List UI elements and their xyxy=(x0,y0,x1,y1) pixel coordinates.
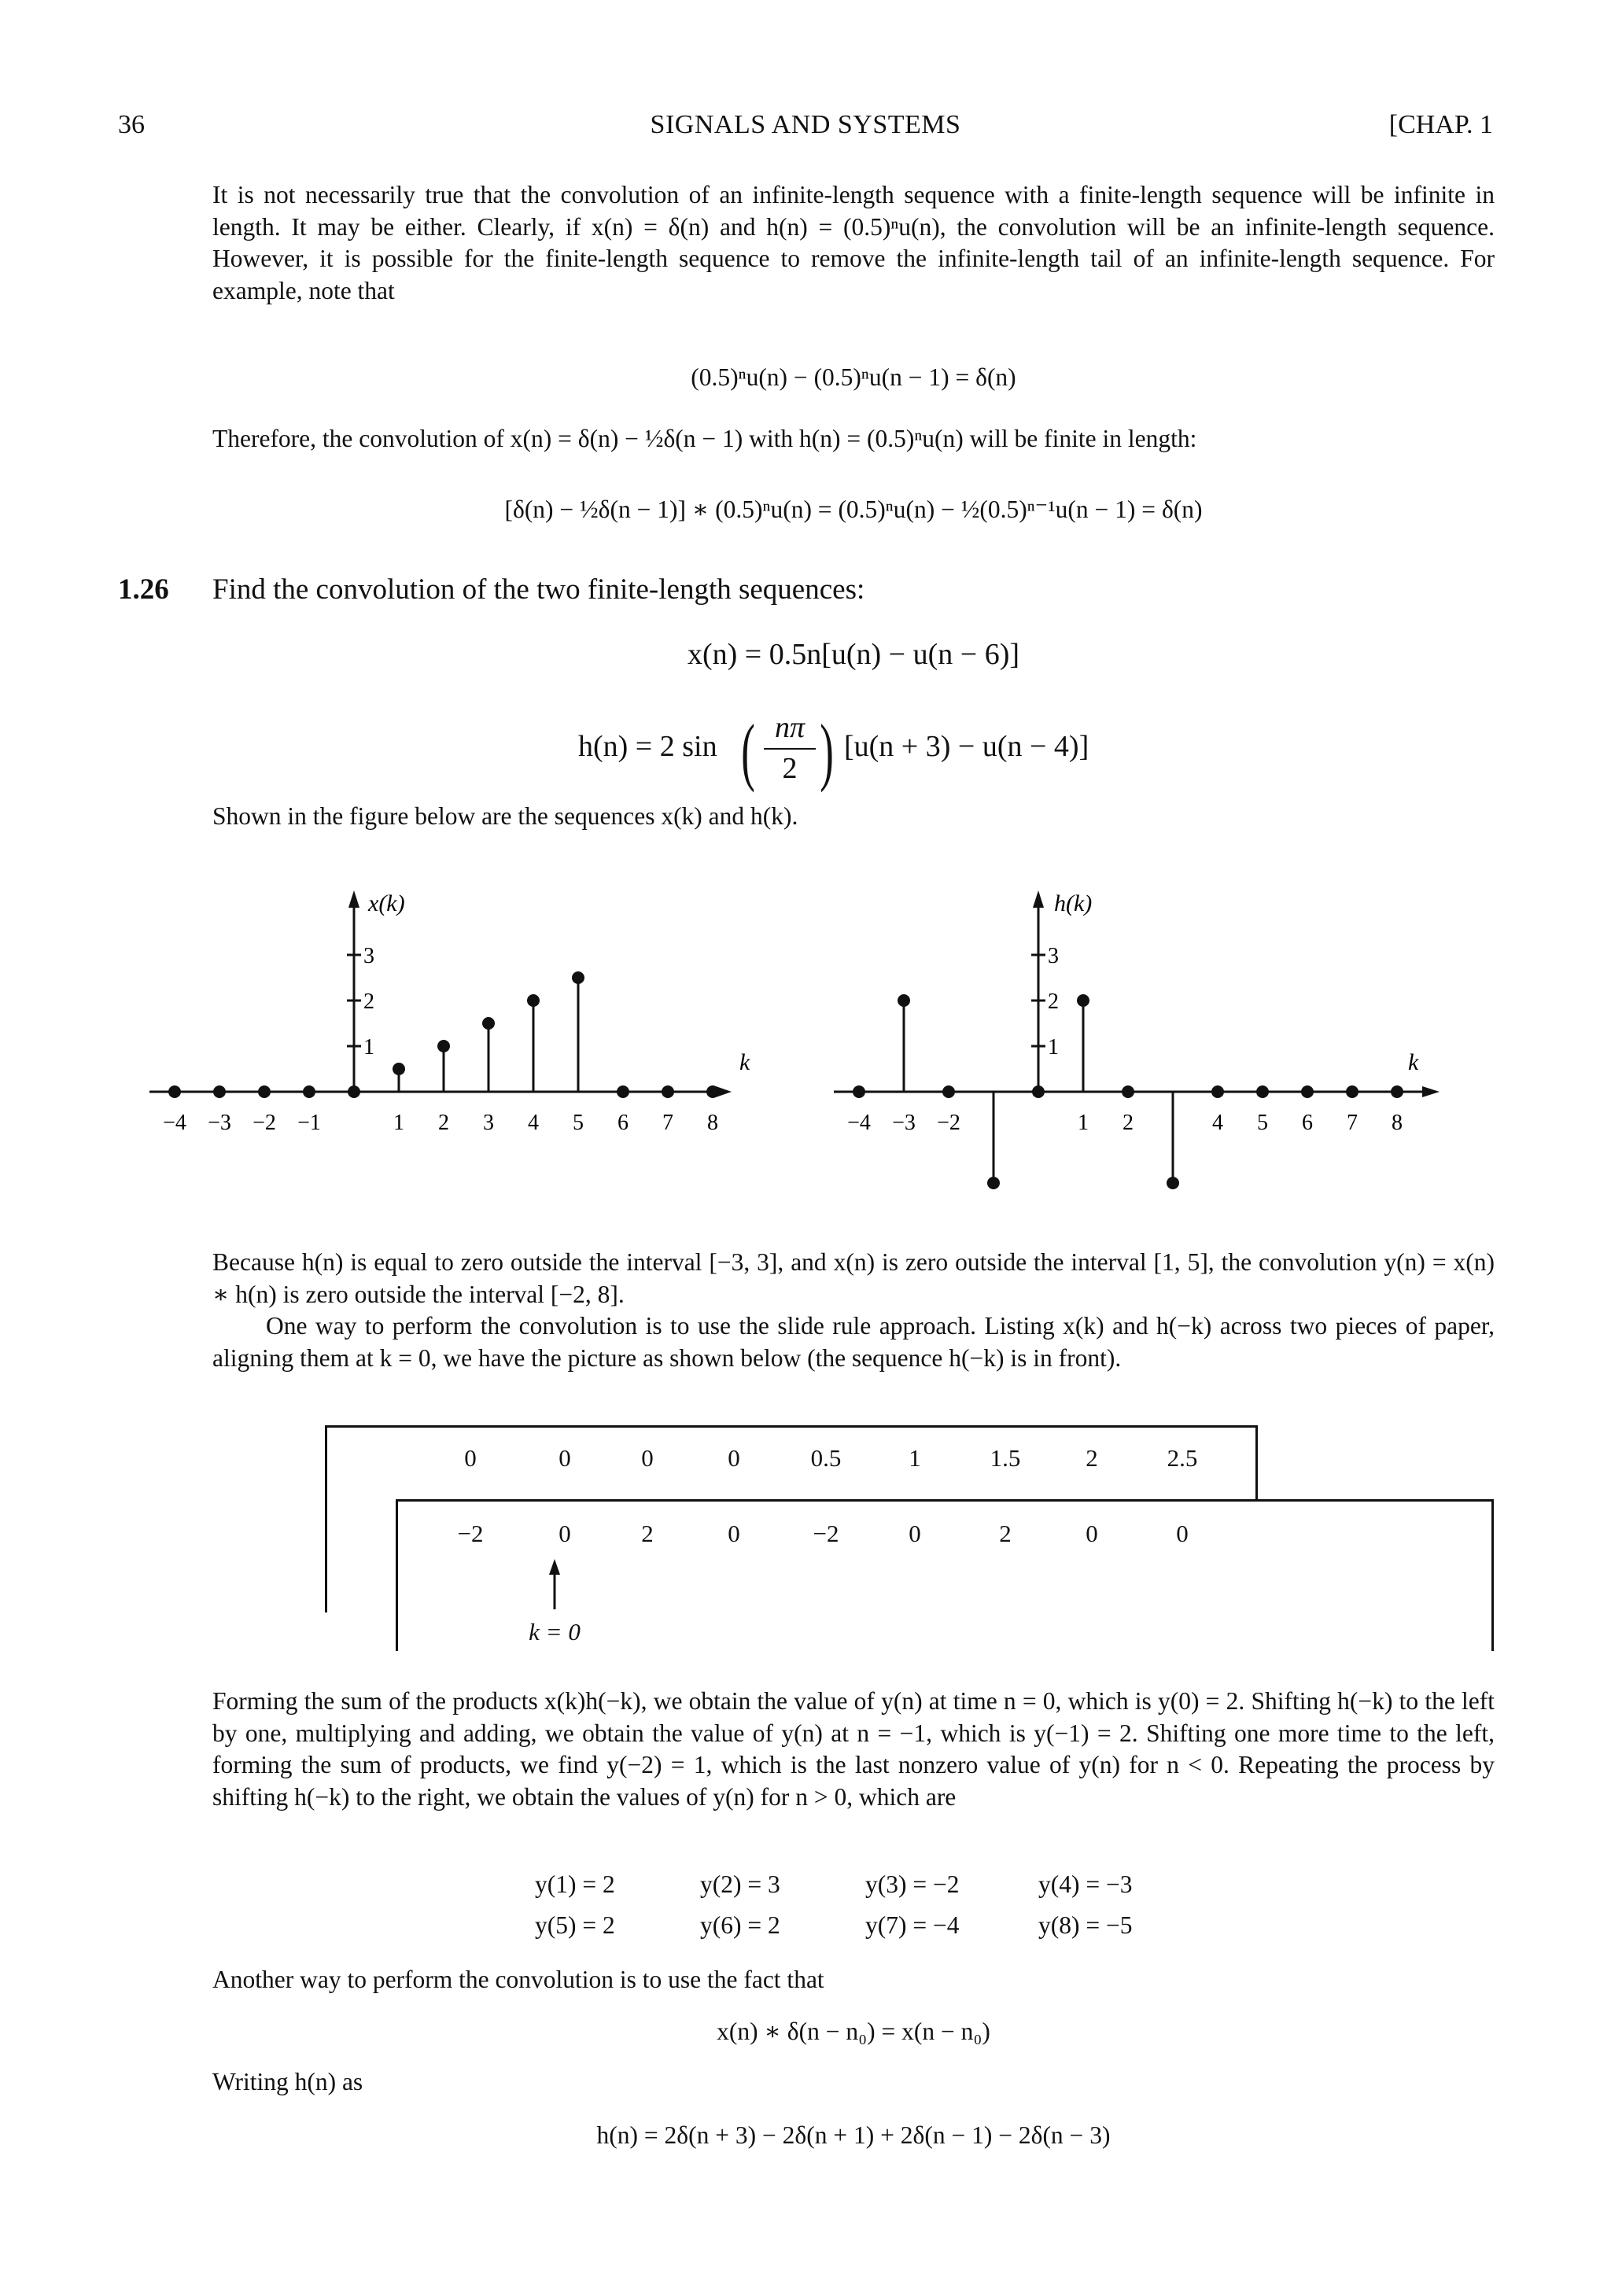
x-tick-label: 8 xyxy=(1392,1111,1403,1135)
paragraph-5: One way to perform the convolution is to use the slide rule approach. Listing x(k) and h(−k) across two pieces of paper, aligning them at k = 0, we have the picture as shown below (the sequence h(−k) is in front). xyxy=(212,1312,1495,1372)
paragraph-4: Because h(n) is equal to zero outside the interval [−3, 3], and x(n) is zero outside the interval [1, 5], the convolution y(n) = x(n) ∗ h(n) is zero outside the interval [−2, 8]. xyxy=(212,1248,1495,1308)
top-row-value: 0 xyxy=(559,1444,571,1472)
stem-point xyxy=(168,1085,181,1098)
y-value: y(8) = −5 xyxy=(1038,1911,1133,1939)
bottom-row-value: −2 xyxy=(813,1520,839,1547)
problem-statement: Find the convolution of the two finite-length sequences: xyxy=(212,573,865,606)
stem-point xyxy=(527,994,540,1007)
bottom-row-value: 0 xyxy=(559,1520,571,1547)
stem-point xyxy=(898,994,910,1007)
slide-rule-figure xyxy=(325,1425,1491,1649)
x-tick-label: 8 xyxy=(707,1111,718,1135)
y-value: y(2) = 3 xyxy=(700,1870,780,1898)
stem-point xyxy=(1032,1085,1045,1098)
k0-arrow-icon xyxy=(539,1557,570,1612)
paragraph-3: Shown in the figure below are the sequences x(k) and h(k). xyxy=(212,802,798,830)
fraction-bar xyxy=(764,748,816,750)
paragraph-8: Writing h(n) as xyxy=(212,2068,363,2095)
stem-point xyxy=(987,1177,1000,1189)
y-value: y(3) = −2 xyxy=(865,1870,960,1898)
paragraph-2: Therefore, the convolution of x(n) = δ(n) − ½δ(n − 1) with h(n) = (0.5)ⁿu(n) will be finite in length: xyxy=(212,425,1197,452)
stem-point xyxy=(1077,994,1089,1007)
x-tick-label: 3 xyxy=(483,1111,494,1135)
top-strip-left-tail xyxy=(325,1502,327,1612)
y-value: y(7) = −4 xyxy=(865,1911,960,1939)
stem-point xyxy=(662,1085,674,1098)
top-row-value: 1.5 xyxy=(990,1444,1021,1472)
stem-point xyxy=(437,1040,450,1052)
equation-x: x(n) = 0.5n[u(n) − u(n − 6)] xyxy=(687,638,1020,671)
y-tick-label: 1 xyxy=(1048,1035,1059,1060)
stem-point xyxy=(706,1085,719,1098)
bottom-row-value: 0 xyxy=(1086,1520,1098,1547)
stem-point xyxy=(942,1085,955,1098)
y-tick-label: 1 xyxy=(363,1035,374,1060)
stem-point xyxy=(1211,1085,1224,1098)
x-tick-label: 7 xyxy=(662,1111,673,1135)
paragraph-1: It is not necessarily true that the convolution of an infinite-length sequence with a finite-length sequence will be infinite in length. It may be either. Clearly, if x(n) = δ(n) and h(n) = (0.5)ⁿu(n), the convolution will be an infinite-length sequence. However, it is possible for the finite-length sequence to remove the infinite-length tail of an infinite-length sequence. For example, note that xyxy=(212,181,1495,304)
plot-x-k xyxy=(149,890,750,1135)
x-tick-label: 6 xyxy=(1302,1111,1313,1135)
y-label: x(k) xyxy=(368,890,405,916)
paragraph-6: Forming the sum of the products x(k)h(−k), we obtain the value of y(n) at time n = 0, which is y(0) = 2. Shifting h(−k) to the left by one, multiplying and adding, we obtain the value of y(n) at n = −1, which is y(−1) = 2. Shifting one more time to the left, forming the sum of products, we find y(−2) = 1, which is the last nonzero value of y(n) for n < 0. Repeating the process by shifting h(−k) to the right, we obtain the values of y(n) for n > 0, which are xyxy=(212,1687,1495,1811)
x-label: k xyxy=(1408,1049,1419,1075)
x-label: k xyxy=(739,1049,750,1075)
x-tick-label: 7 xyxy=(1347,1111,1358,1135)
top-row-value: 0 xyxy=(728,1444,740,1472)
stem-point xyxy=(482,1017,495,1030)
x-tick-label: 1 xyxy=(1078,1111,1089,1135)
bottom-row-value: 0 xyxy=(1176,1520,1189,1547)
x-axis-arrow xyxy=(1422,1086,1440,1097)
equation-2: [δ(n) − ½δ(n − 1)] ∗ (0.5)ⁿu(n) = (0.5)ⁿu(n) − ½(0.5)ⁿ⁻¹u(n − 1) = δ(n) xyxy=(504,496,1203,523)
x-tick-label: −4 xyxy=(847,1111,871,1135)
top-row-value: 0 xyxy=(464,1444,477,1472)
equation-h-denominator: 2 xyxy=(782,752,798,785)
stem-point xyxy=(393,1063,405,1075)
stem-point xyxy=(213,1085,226,1098)
stem-point xyxy=(303,1085,315,1098)
paren-close: ) xyxy=(820,709,834,793)
top-row xyxy=(325,1444,1491,1476)
stem-point xyxy=(572,971,584,984)
bottom-row-value: 0 xyxy=(909,1520,921,1547)
y-axis-arrow xyxy=(348,890,359,908)
x-tick-label: 2 xyxy=(438,1111,449,1135)
page-number: 36 xyxy=(118,110,145,139)
stem-point xyxy=(1256,1085,1269,1098)
stem-point xyxy=(1167,1177,1179,1189)
paragraph-7: Another way to perform the convolution is to use the fact that xyxy=(212,1966,824,1993)
x-tick-label: −2 xyxy=(937,1111,960,1135)
equation-h xyxy=(578,704,1145,791)
x-tick-label: −2 xyxy=(253,1111,276,1135)
y-values-table xyxy=(535,1870,1227,1949)
x-tick-label: 4 xyxy=(1212,1111,1223,1135)
x-tick-label: −3 xyxy=(208,1111,231,1135)
chapter-label: [CHAP. 1 xyxy=(1388,110,1493,139)
top-row-value: 1 xyxy=(909,1444,921,1472)
equation-5: x(n) ∗ δ(n − n₀) = x(n − n₀) xyxy=(717,2018,990,2045)
x-tick-label: 1 xyxy=(393,1111,404,1135)
equation-h-numerator: nπ xyxy=(774,711,806,744)
stem-plots xyxy=(118,881,1495,1227)
y-tick-label: 3 xyxy=(1048,944,1059,968)
x-tick-label: 2 xyxy=(1123,1111,1134,1135)
y-value: y(1) = 2 xyxy=(535,1870,615,1898)
y-label: h(k) xyxy=(1054,890,1093,916)
stem-point xyxy=(617,1085,629,1098)
stem-point xyxy=(1346,1085,1358,1098)
x-tick-label: −4 xyxy=(163,1111,186,1135)
equation-h-right: [u(n + 3) − u(n − 4)] xyxy=(844,730,1089,763)
x-tick-label: 4 xyxy=(528,1111,539,1135)
bottom-row-value: −2 xyxy=(457,1520,484,1547)
y-value: y(4) = −3 xyxy=(1038,1870,1133,1898)
bottom-row-value: 0 xyxy=(728,1520,740,1547)
y-value: y(5) = 2 xyxy=(535,1911,615,1939)
running-title: SIGNALS AND SYSTEMS xyxy=(650,110,961,139)
bottom-row-value: 2 xyxy=(999,1520,1012,1547)
x-tick-label: −1 xyxy=(297,1111,321,1135)
equation-h-left: h(n) = 2 sin xyxy=(578,730,717,763)
plot-h-k xyxy=(834,890,1440,1189)
stem-point xyxy=(853,1085,865,1098)
x-tick-label: 5 xyxy=(1257,1111,1268,1135)
x-tick-label: 5 xyxy=(573,1111,584,1135)
page-header xyxy=(118,110,1493,149)
x-tick-label: −3 xyxy=(892,1111,916,1135)
k0-label: k = 0 xyxy=(529,1618,581,1646)
stem-point xyxy=(348,1085,360,1098)
y-tick-label: 2 xyxy=(363,990,374,1014)
top-row-value: 2.5 xyxy=(1167,1444,1198,1472)
top-row-value: 0.5 xyxy=(810,1444,842,1472)
problem-number: 1.26 xyxy=(118,573,169,606)
stem-point xyxy=(1122,1085,1134,1098)
bottom-row-value: 2 xyxy=(641,1520,654,1547)
stem-point xyxy=(1301,1085,1314,1098)
x-tick-label: 6 xyxy=(617,1111,629,1135)
equation-1: (0.5)ⁿu(n) − (0.5)ⁿu(n − 1) = δ(n) xyxy=(691,363,1016,391)
y-tick-label: 3 xyxy=(363,944,374,968)
stem-point xyxy=(258,1085,271,1098)
y-tick-label: 2 xyxy=(1048,990,1059,1014)
top-row-value: 0 xyxy=(641,1444,654,1472)
top-row-value: 2 xyxy=(1086,1444,1098,1472)
y-value: y(6) = 2 xyxy=(700,1911,780,1939)
paren-open: ( xyxy=(741,709,755,793)
bottom-row xyxy=(325,1520,1491,1551)
y-axis-arrow xyxy=(1033,890,1044,908)
stem-point xyxy=(1391,1085,1403,1098)
equation-6: h(n) = 2δ(n + 3) − 2δ(n + 1) + 2δ(n − 1) − 2δ(n − 3) xyxy=(596,2121,1111,2149)
